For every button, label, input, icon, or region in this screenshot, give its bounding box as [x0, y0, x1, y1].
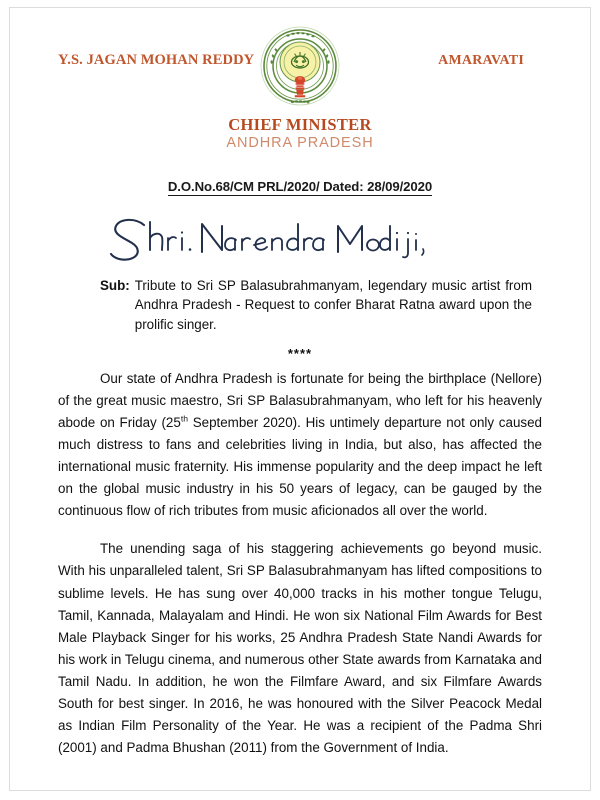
body-paragraph-2: The unending saga of his staggering achievements go beyond music. With his unparalleled talent, Sri SP Balasubrahmanyam has lifted compositions to sublime levels. He has sung over 40,000 tracks in his mother tongue Telugu, Tamil, Kannada, Malayalam and Hindi. He won six National Film Awards for Best Male Playback Singer for his works, 25 Andhra Pradesh State Nandi Awards for his work in Telugu cinema, and numerous other State awards from Karnataka and Tamil Nadu. In addition, he won the Filmfare Award, and six Filmfare Awards South for best singer. In 2016, he was honoured with the Silver Peacock Medal as Indian Film Personality of the Year. He was a recipient of the Padma Shri (2001) and Padma Bhushan (2011) from the Government of India.: [58, 541, 542, 756]
paragraph-1-part-a: Our state of Andhra Pradesh is fortunate for being the birthplace (Nellore) of the great music maestro, Sri SP Balasubrahmanyam, who left for his heavenly abode on Friday (25: [58, 370, 542, 430]
body-paragraph-1: [58, 368, 542, 523]
reference-number: D.O.No.68/CM PRL/2020/ Dated: 28/09/2020: [167, 179, 433, 195]
letter-body: [58, 368, 542, 760]
state-name: ANDHRA PRADESH: [226, 135, 374, 152]
date-ordinal-suffix: th: [180, 413, 188, 424]
capital-city-name: AMARAVATI: [438, 53, 524, 68]
paragraph-1-part-b: September 2020). His untimely departure not only caused much distress to fans and celebrities living in India, but also, has affected the international music fraternity. His immense popularity and the deep impact he left on the global music industry in his 50 years of legacy, can be gauged by the continuous flow of rich tributes from music aficionados all over the world.: [58, 414, 542, 519]
chief-minister-name: Y.S. JAGAN MOHAN REDDY: [58, 52, 255, 68]
letterhead: [58, 0, 542, 118]
state-emblem-icon: [258, 22, 342, 118]
subject-block: [58, 276, 542, 333]
subject-text: Tribute to Sri SP Balasubrahmanyam, legendary music artist from Andhra Pradesh - Request to confer Bharat Ratna award upon the prolific singer.: [134, 278, 532, 332]
handwritten-salutation: [58, 214, 542, 266]
asterisk-separator: ****: [287, 345, 313, 361]
subject-label: Sub:: [100, 278, 130, 294]
reference-line-row: [58, 178, 542, 196]
office-title: CHIEF MINISTER: [228, 115, 372, 134]
title-block: [58, 116, 542, 152]
